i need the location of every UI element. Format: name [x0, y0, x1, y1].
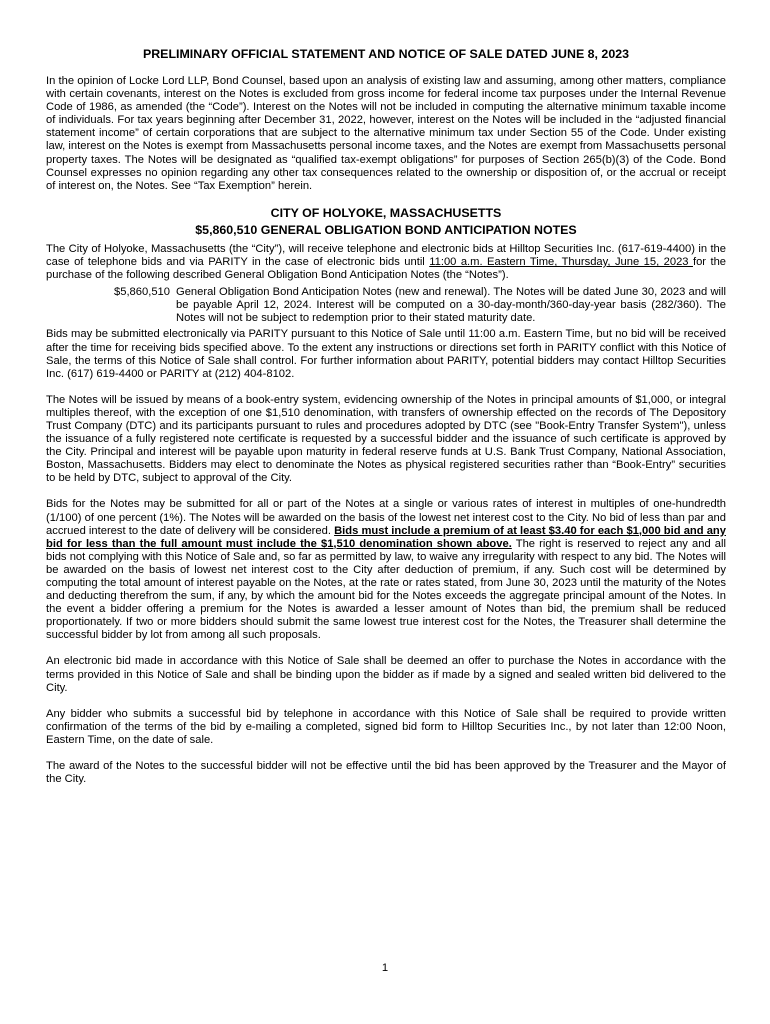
electronic-bid-paragraph: An electronic bid made in accordance with this Notice of Sale shall be deemed an offer to purchase the Notes in accordance with the terms provided in this Notice of Sale and shall be binding upon the bidder as if made by a signed and sealed written bid delivered to the City.: [46, 655, 726, 694]
note-description: General Obligation Bond Anticipation Notes (new and renewal). The Notes will be dated June 30, 2023 and will be payable April 12, 2024. Interest will be computed on a 30-day-month/360-day-year basis (282/360). The Notes will not be subject to redemption prior to their stated maturity date.: [176, 286, 726, 325]
premium-requirement: Bids must include a premium of at least $3.40 for each $1,000 bid and any bid for less than the full amount must include the $1,510 denomination shown above.: [46, 524, 726, 550]
award-basis-paragraph: [46, 498, 726, 642]
bids-intro-text-cont: for the purchase of the following described General Obligation Bond Anticipation Notes (the “Notes”).: [46, 255, 727, 282]
telephone-bid-paragraph: Any bidder who submits a successful bid by telephone in accordance with this Notice of Sale shall be required to provide written confirmation of the terms of the bid by e-mailing a completed, signed bid form to Hilltop Securities Inc., by not later than 12:00 Noon, Eastern Time, on the date of sale.: [46, 707, 726, 746]
issuer-name: CITY OF HOLYOKE, MASSACHUSETTS: [270, 205, 502, 220]
note-item: [46, 286, 726, 325]
award-basis-text-cont: The right is reserved to reject any and all bids not complying with this Notice of Sale and, so far as permitted by law, to waive any irregularity with respect to any bid. The Notes will be awarded on the basis of lowest net interest cost to the City after deduction of premium, if any. Such cost will be determined by computing the total amount of interest payable on the Notes, at the rate or rates stated, from June 30, 2023 until the maturity of the Notes and deducting therefrom the sum, if any, by which the amount bid for the Notes exceeds the aggregate principal amount of the Notes. In the event a bidder offering a premium for the Notes is awarded a lesser amount of Notes than bid, the premium shall be reduced proportionately. If two or more bidders should submit the same lowest true interest cost for the Notes, the Treasurer shall determine the successful bidder by lot from among all such proposals.: [46, 537, 726, 642]
document-page: [46, 47, 726, 786]
note-amount: $5,860,510: [114, 286, 170, 299]
book-entry-paragraph: The Notes will be issued by means of a book-entry system, evidencing ownership of the Notes in principal amounts of $1,000, or integral multiples thereof, with the exception of one $1,510 denomination, with transfers of ownership effected on the records of The Depository Trust Company (DTC) and its participants pursuant to rules and procedures adopted by DTC (see "Book-Entry Transfer System"), unless the issuance of a fully registered note certificate is requested by a successful bidder and the issuance of such certificate is approved by the City. Principal and interest will be payable upon maturity in federal reserve funds at U.S. Bank Trust Company, National Association, Boston, Massachusetts. Bidders may elect to denominate the Notes as physical registered securities rather than “Book-Entry” securities to be held by DTC, subject to approval of the City.: [46, 393, 726, 485]
approval-paragraph: The award of the Notes to the successful bidder will not be effective until the bid has been approved by the Treasurer and the Mayor of the City.: [46, 760, 726, 786]
issue-title: $5,860,510 GENERAL OBLIGATION BOND ANTICIPATION NOTES: [195, 222, 577, 237]
parity-paragraph: Bids may be submitted electronically via PARITY pursuant to this Notice of Sale until 11:00 a.m. Eastern Time, but no bid will be received after the time for receiving bids specified above. To the extent any instructions or directions set forth in PARITY conflict with this Notice of Sale, the terms of this Notice of Sale shall control. For further information about PARITY, potential bidders may contact Hilltop Securities Inc. (617) 619-4400 or PARITY at (212) 404-8102.: [46, 328, 726, 380]
award-basis-text: Bids for the Notes may be submitted for all or part of the Notes at a single or various rates of interest in multiples of one-hundredth (1/100) of one percent (1%). The Notes will be awarded on the basis of the lowest net interest cost to the City. No bid of less than par and accrued interest to the date of delivery will be considered.: [46, 498, 726, 537]
document-title: PRELIMINARY OFFICIAL STATEMENT AND NOTICE OF SALE DATED JUNE 8, 2023: [142, 47, 630, 61]
page-number: 1: [381, 962, 389, 974]
bids-intro-paragraph: [46, 243, 726, 282]
bids-intro-text: The City of Holyoke, Massachusetts (the “City”), will receive telephone and electronic bids at Hilltop Securities Inc. (617-619-4400) in the case of telephone bids and via PARITY in the case of electronic bids until: [46, 242, 726, 268]
tax-opinion-paragraph: In the opinion of Locke Lord LLP, Bond Counsel, based upon an analysis of existing law and assuming, among other matters, compliance with certain covenants, interest on the Notes is excluded from gross income for federal income tax purposes under the Internal Revenue Code of 1986, as amended (the “Code”). Interest on the Notes will not be included in computing the alternative minimum taxable income of individuals. For tax years beginning after December 31, 2022, however, interest on the Notes will be included in the “adjusted financial statement income” of certain corporations that are subject to the alternative minimum tax under Section 55 of the Code. Under existing law, interest on the Notes is exempt from Massachusetts personal income taxes, and the Notes are exempt from Massachusetts personal property taxes. The Notes will be designated as “qualified tax-exempt obligations” for purposes of Section 265(b)(3) of the Code. Bond Counsel expresses no opinion regarding any other tax consequences related to the ownership or disposition of, or the accrual or receipt of interest on, the Notes. See “Tax Exemption” herein.: [46, 75, 726, 192]
issuer-heading: [46, 205, 726, 239]
bid-deadline: 11:00 a.m. Eastern Time, Thursday, June 15, 2023: [429, 255, 693, 268]
